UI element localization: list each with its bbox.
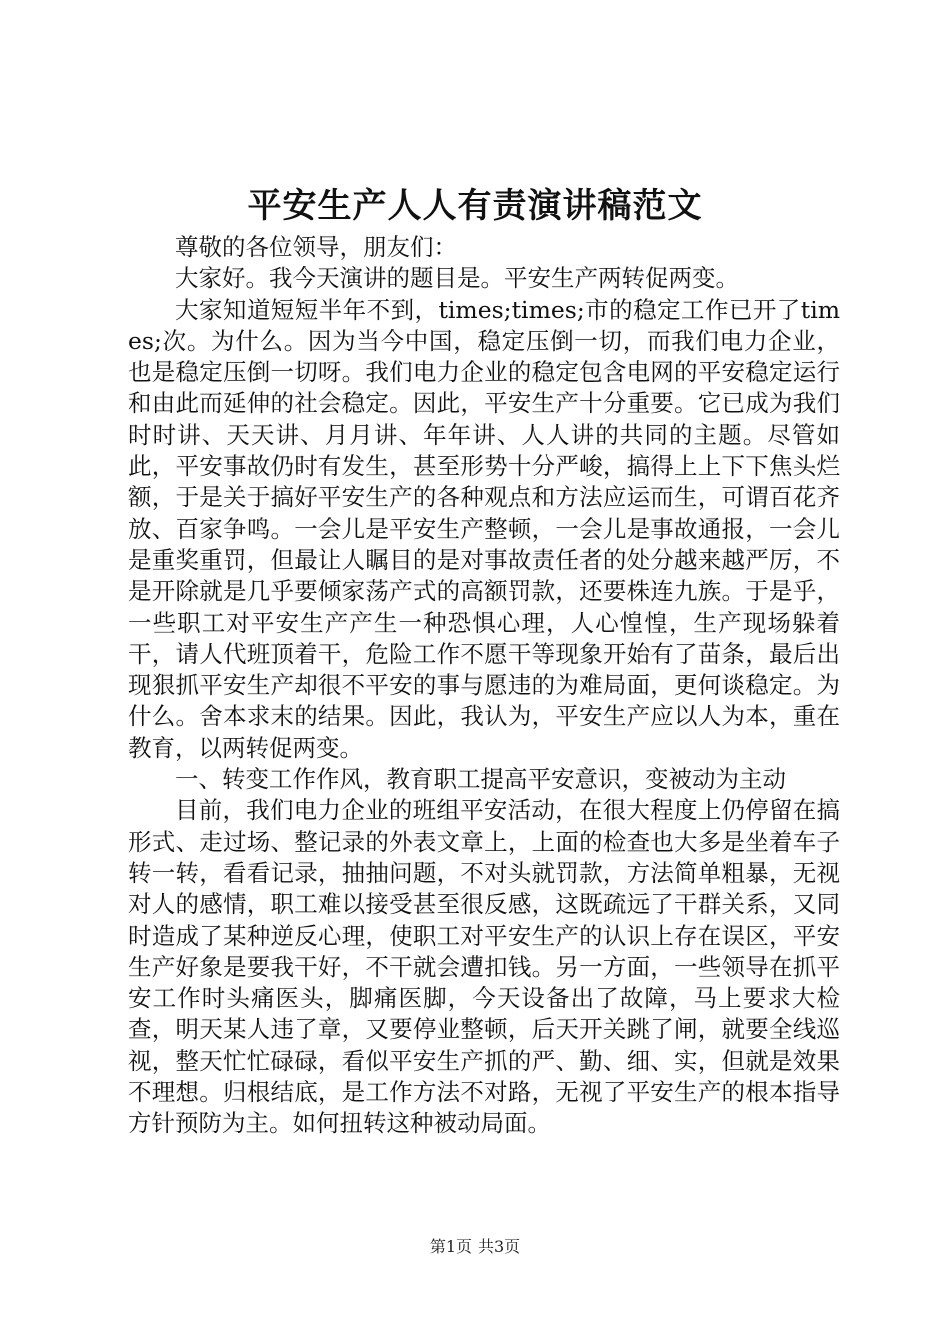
paragraph-greeting: 大家好。我今天演讲的题目是。平安生产两转促两变。 [175, 264, 739, 293]
page-footer [0, 1236, 950, 1258]
section-heading: 一、转变工作作风，教育职工提高平安意识，变被动为主动 [175, 765, 786, 794]
paragraph-body: 目前，我们电力企业的班组平安活动，在很大程度上仍停留在搞形式、走过场、整记录的外表文章上，上面的检查也大多是坐着车子转一转，看看记录，抽抽问题，不对头就罚款，方法简单粗暴，无视对人的感情，职工难以接受甚至很反感，这既疏远了干群关系，又同时造成了某种逆反心理，使职工对平安生产的认识上存在误区，平安生产好象是要我干好，不干就会遭扣钱。另一方面，一些领导在抓平安工作时头痛医头，脚痛医脚，今天设备出了故障，马上要求大检查，明天某人违了章，又要停业整顿，后天开关跳了闸，就要全线巡视，整天忙忙碌碌，看似平安生产抓的严、勤、细、实，但就是效果不理想。归根结底，是工作方法不对路，无视了平安生产的根本指导方针预防为主。如何扭转这种被动局面。 [128, 796, 840, 1138]
document-title: 平安生产人人有责演讲稿范文 [247, 186, 703, 226]
document-body [128, 232, 840, 1140]
page-total: 共3页 [478, 1237, 521, 1256]
paragraph-salutation: 尊敬的各位领导，朋友们： [175, 233, 457, 261]
page-number: 第1页 [429, 1237, 472, 1256]
paragraph-body: 大家知道短短半年不到，times;times;市的稳定工作已开了times;次。为什么。因为当今中国，稳定压倒一切，而我们电力企业，也是稳定压倒一切呀。我们电力企业的稳定包含电网的平安稳定运行和由此而延伸的社会稳定。因此，平安生产十分重要。它已成为我们时时讲、天天讲、月月讲、年年讲、人人讲的共同的主题。尽管如此，平安事故仍时有发生，甚至形势十分严峻，搞得上上下下焦头烂额，于是关于搞好平安生产的各种观点和方法应运而生，可谓百花齐放、百家争鸣。一会儿是平安生产整顿，一会儿是事故通报，一会儿是重奖重罚，但最让人瞩目的是对事故责任者的处分越来越严厉，不是开除就是几乎要倾家荡产式的高额罚款，还要株连九族。于是乎，一些职工对平安生产产生一种恐惧心理，人心惶惶，生产现场躲着干，请人代班顶着干，危险工作不愿干等现象开始有了苗条，最后出现狠抓平安生产却很不平安的事与愿违的为难局面，更何谈稳定。为什么。舍本求末的结果。因此，我认为，平安生产应以人为本，重在教育，以两转促两变。 [128, 295, 840, 762]
